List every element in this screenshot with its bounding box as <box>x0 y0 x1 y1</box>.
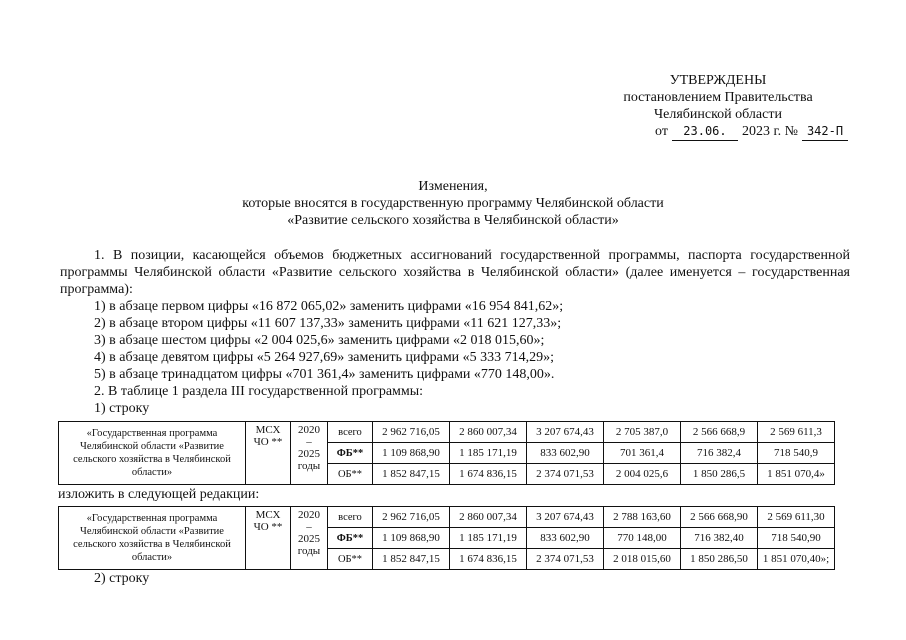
value-cell: 718 540,90 <box>758 528 835 549</box>
value-cell: 701 361,4 <box>604 443 681 464</box>
paragraph-2: 2. В таблице 1 раздела III государственной программы: <box>94 384 424 399</box>
value-cell: 2 018 015,60 <box>604 549 681 570</box>
period-cell: 2020 – 2025 годы <box>291 422 328 485</box>
value-cell: 3 207 674,43 <box>527 422 604 443</box>
value-cell: 2 962 716,05 <box>373 422 450 443</box>
executor-cell: МСХ ЧО ** <box>246 422 291 485</box>
value-cell: 833 602,90 <box>527 528 604 549</box>
value-cell: 2 566 668,9 <box>681 422 758 443</box>
approval-date: 23.06. <box>672 123 738 141</box>
source-cell: ФБ** <box>328 443 373 464</box>
table-row <box>59 422 835 443</box>
source-cell: ОБ** <box>328 464 373 485</box>
body-text <box>60 247 850 417</box>
caption-new-edition: изложить в следующей редакции: <box>58 487 260 502</box>
value-cell: 716 382,4 <box>681 443 758 464</box>
value-cell: 1 852 847,15 <box>373 549 450 570</box>
value-cell: 1 185 171,19 <box>450 528 527 549</box>
approval-year: 2023 г. № <box>741 124 798 139</box>
paragraph-3: 1) строку <box>94 401 150 416</box>
source-cell: ОБ** <box>328 549 373 570</box>
value-cell: 1 851 070,40»; <box>758 549 835 570</box>
value-cell: 2 788 163,60 <box>604 507 681 528</box>
list-item: 3) в абзаце шестом цифры «2 004 025,6» заменить цифрами «2 018 015,60»; <box>94 333 545 348</box>
value-cell: 2 374 071,53 <box>527 464 604 485</box>
value-cell: 3 207 674,43 <box>527 507 604 528</box>
executor-cell: МСХ ЧО ** <box>246 507 291 570</box>
source-cell: всего <box>328 422 373 443</box>
value-cell: 1 109 868,90 <box>373 443 450 464</box>
value-cell: 1 851 070,4» <box>758 464 835 485</box>
program-name-cell: «Государственная программа Челябинской области «Развитие сельского хозяйства в Челябинской области» <box>59 422 246 485</box>
value-cell: 2 860 007,34 <box>450 507 527 528</box>
caption-second-row: 2) строку <box>94 571 150 586</box>
value-cell: 2 569 611,3 <box>758 422 835 443</box>
approval-heading: УТВЕРЖДЕНЫ <box>669 73 767 88</box>
value-cell: 2 962 716,05 <box>373 507 450 528</box>
value-cell: 716 382,40 <box>681 528 758 549</box>
title-line-1: Изменения, <box>418 179 488 194</box>
title-line-3: «Развитие сельского хозяйства в Челябинской области» <box>287 213 619 228</box>
period-cell: 2020 – 2025 годы <box>291 507 328 570</box>
value-cell: 1 109 868,90 <box>373 528 450 549</box>
source-cell: ФБ** <box>328 528 373 549</box>
source-cell: всего <box>328 507 373 528</box>
list-item: 4) в абзаце девятом цифры «5 264 927,69» заменить цифрами «5 333 714,29»; <box>94 350 555 365</box>
list-item: 1) в абзаце первом цифры «16 872 065,02» заменить цифрами «16 954 841,62»; <box>94 299 564 314</box>
value-cell: 2 566 668,90 <box>681 507 758 528</box>
value-cell: 2 004 025,6 <box>604 464 681 485</box>
value-cell: 2 860 007,34 <box>450 422 527 443</box>
approval-date-line <box>588 123 848 141</box>
approval-block <box>588 72 848 141</box>
value-cell: 1 674 836,15 <box>450 464 527 485</box>
paragraph-1: 1. В позиции, касающейся объемов бюджетных ассигнований государственной программы, паспорта государственной программы Челябинской области «Развитие сельского хозяйства в Челябинской области» (далее именуется – государственная программа): <box>60 248 850 297</box>
program-name-cell: «Государственная программа Челябинской области «Развитие сельского хозяйства в Челябинской области» <box>59 507 246 570</box>
value-cell: 2 374 071,53 <box>527 549 604 570</box>
table-new <box>58 506 835 570</box>
approval-line-1: постановлением Правительства <box>623 90 813 105</box>
document-title <box>0 178 906 229</box>
value-cell: 1 674 836,15 <box>450 549 527 570</box>
list-item: 5) в абзаце тринадцатом цифры «701 361,4» заменить цифрами «770 148,00». <box>94 367 555 382</box>
value-cell: 718 540,9 <box>758 443 835 464</box>
from-label: от <box>655 124 668 139</box>
value-cell: 2 569 611,30 <box>758 507 835 528</box>
value-cell: 770 148,00 <box>604 528 681 549</box>
value-cell: 1 850 286,50 <box>681 549 758 570</box>
table-row <box>59 507 835 528</box>
list-item: 2) в абзаце втором цифры «11 607 137,33» заменить цифрами «11 621 127,33»; <box>94 316 562 331</box>
approval-line-2: Челябинской области <box>654 107 782 122</box>
value-cell: 833 602,90 <box>527 443 604 464</box>
table-current <box>58 421 835 485</box>
title-line-2: которые вносятся в государственную программу Челябинской области <box>242 196 664 211</box>
value-cell: 1 850 286,5 <box>681 464 758 485</box>
value-cell: 2 705 387,0 <box>604 422 681 443</box>
value-cell: 1 852 847,15 <box>373 464 450 485</box>
approval-number: 342-П <box>802 123 848 141</box>
value-cell: 1 185 171,19 <box>450 443 527 464</box>
